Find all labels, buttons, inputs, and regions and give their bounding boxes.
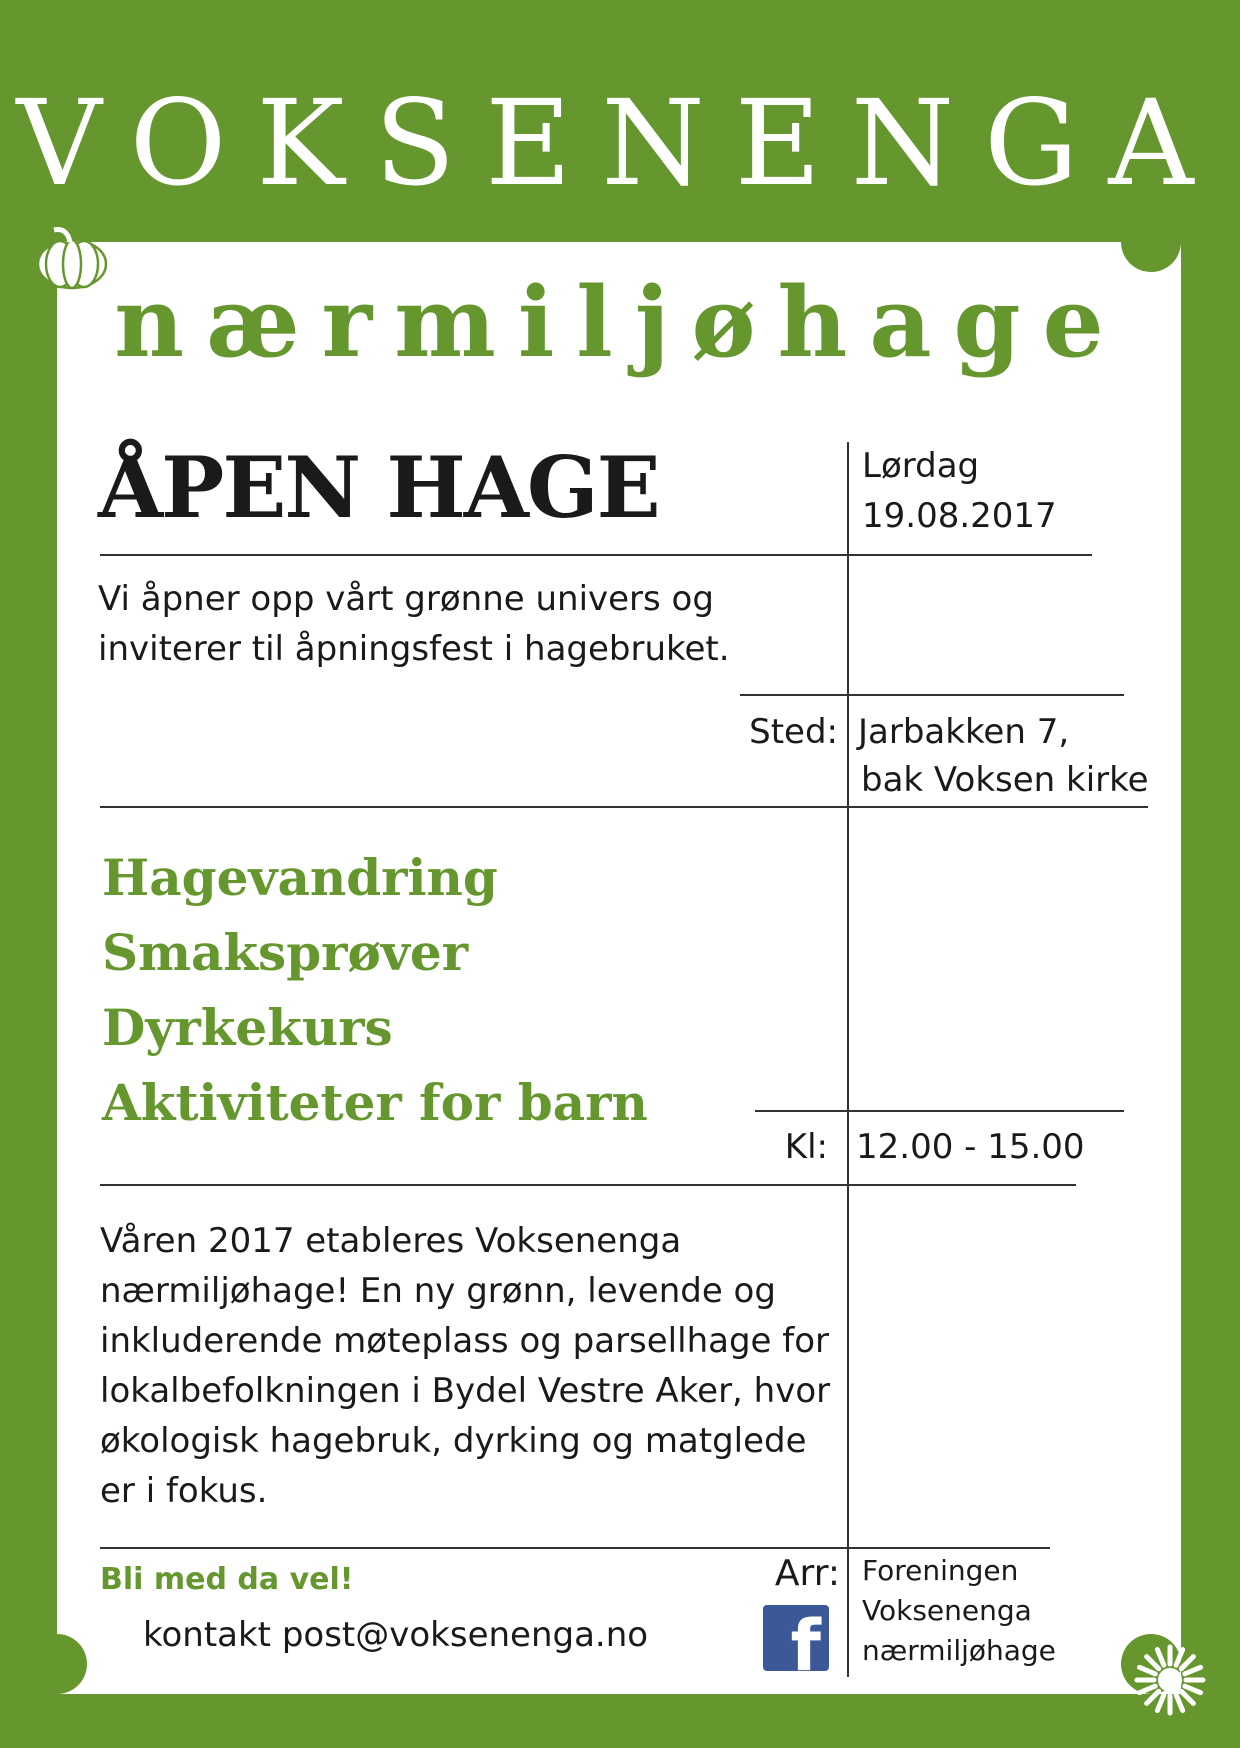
event-day: Lørdag [862, 446, 980, 486]
about-line: inkluderende møteplass og parsellhage for [100, 1321, 830, 1361]
activity-list [102, 840, 648, 1140]
row-divider [100, 806, 1148, 808]
place-value-line: bak Voksen kirke [861, 760, 1149, 800]
facebook-icon[interactable]: f [763, 1605, 829, 1671]
subtitle: nærmiljøhage [114, 266, 1126, 379]
contact-email[interactable]: kontakt post@voksenenga.no [143, 1615, 649, 1655]
about-line: nærmiljøhage! En ny grønn, levende og [100, 1271, 776, 1311]
organizer-line: nærmiljøhage [862, 1634, 1056, 1667]
column-divider [847, 442, 849, 1677]
activity-item: Dyrkekurs [102, 998, 393, 1057]
about-line: er i fokus. [100, 1471, 268, 1511]
about-line: økologisk hagebruk, dyrking og matglede [100, 1421, 807, 1461]
place-label: Sted: [749, 712, 838, 752]
organizer-line: Voksenenga [862, 1594, 1032, 1627]
row-divider [740, 694, 1124, 696]
row-divider [755, 1110, 1124, 1112]
activity-item: Smaksprøver [102, 923, 469, 982]
row-divider [100, 1184, 1076, 1186]
event-date: 19.08.2017 [862, 496, 1057, 536]
panel-corner [1121, 212, 1181, 272]
row-divider [100, 1547, 1050, 1549]
row-divider [100, 554, 1092, 556]
panel-corner [27, 1634, 87, 1694]
event-heading: ÅPEN HAGE [98, 438, 659, 537]
call-to-action: Bli med da vel! [100, 1562, 354, 1597]
time-value: 12.00 - 15.00 [856, 1127, 1085, 1167]
activity-item: Hagevandring [102, 848, 498, 907]
about-line: lokalbefolkningen i Bydel Vestre Aker, hvor [100, 1371, 831, 1411]
organizer-line: Foreningen [862, 1554, 1019, 1587]
intro-text-line: Vi åpner opp vårt grønne univers og [98, 579, 714, 619]
about-line: Våren 2017 etableres Voksenenga [100, 1221, 682, 1261]
place-value-line: Jarbakken 7, [858, 712, 1070, 752]
time-label: Kl: [784, 1127, 828, 1167]
pumpkin-icon [32, 222, 110, 292]
intro-text-line: inviterer til åpningsfest i hagebruket. [98, 629, 730, 669]
brand-title: VOKSENENGA [16, 74, 1224, 212]
activity-item: Aktiviteter for barn [102, 1073, 648, 1132]
organizer-label: Arr: [774, 1553, 840, 1594]
flower-icon [1133, 1643, 1207, 1717]
